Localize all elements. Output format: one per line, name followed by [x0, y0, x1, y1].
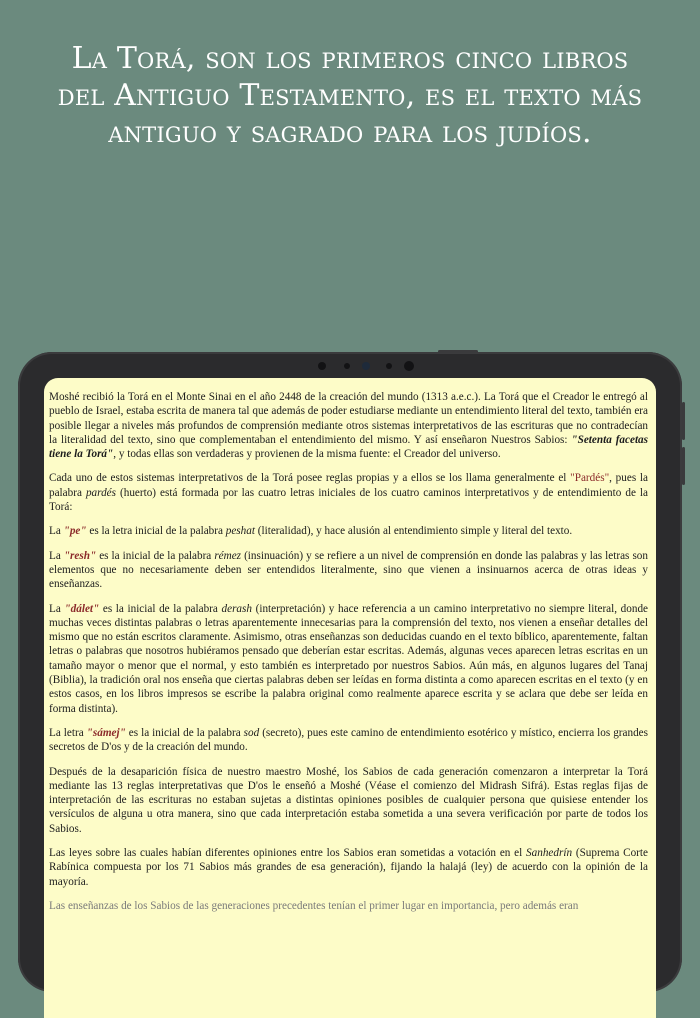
headline — [0, 40, 700, 151]
italic-word: Sanhedrín — [526, 847, 573, 860]
headline-line-2: del Antiguo Testamento, es el texto más — [57, 78, 643, 113]
camera-bar — [318, 359, 418, 373]
italic-word: peshat — [225, 525, 255, 538]
volume-button — [682, 402, 685, 440]
paragraph-6 — [49, 726, 648, 755]
text: Las enseñanzas de los Sabios de las generaciones precedentes tenían el primer lugar en importancia, pero además eran — [49, 899, 579, 912]
text: La — [49, 602, 65, 615]
paragraph-2 — [49, 471, 648, 514]
term-samej: "sámej" — [86, 726, 126, 739]
italic-word: derash — [221, 602, 252, 615]
text: Cada uno de estos sistemas interpretativos de la Torá posee reglas propias y a ellos se los llama generalmente el — [49, 472, 571, 485]
sensor-icon — [404, 361, 414, 371]
text: La — [49, 525, 64, 538]
paragraph-1 — [49, 390, 648, 461]
text: Después de la desaparición física de nuestro maestro Moshé, los Sabios de cada generación comenzaron a interpretar la Torá mediante las 13 reglas interpretativas que D'os le enseñó a Moshé (Véase el comienzo del Midrash Sifrá). Estas reglas fijas de interpretación de las escrituras no estaban sujetas a distintas opiniones posibles de cualquier persona que quisiese entender los versículos de alguna u otra manera, sino que cada interpretación estaba sometida a una severa verificación por parte de todos los Sabios. — [49, 765, 648, 835]
text: es la inicial de la palabra — [125, 726, 244, 739]
italic-word: rémez — [214, 549, 242, 562]
tablet-device — [18, 352, 682, 992]
sensor-icon — [318, 362, 326, 370]
term-pe: "pe" — [63, 525, 87, 538]
text: (insinuación) y se refiere a un nivel de comprensión en donde las palabras y las letras son elementos que no necesariamente deben ser entendidos literalmente, sino que vienen a insinuarnos acerca de otras ideas y enseñanzas. — [49, 549, 648, 591]
headline-line-3: antiguo y sagrado para los judíos. — [108, 115, 592, 150]
headline-line-1: La Torá, son los primeros cinco libros — [71, 41, 629, 76]
volume-button — [682, 447, 685, 485]
paragraph-7 — [49, 765, 648, 836]
text: , pues la palabra — [49, 472, 648, 499]
paragraph-8 — [49, 846, 648, 889]
italic-word: pardés — [85, 486, 116, 499]
paragraph-4 — [49, 549, 648, 592]
document-content — [44, 378, 656, 913]
sensor-icon — [386, 363, 392, 369]
text: (literalidad), y hace alusión al entendimiento simple y literal del texto. — [254, 525, 573, 538]
text: es la inicial de la palabra — [99, 602, 222, 615]
text: La — [49, 549, 64, 562]
italic-word: sod — [243, 726, 260, 739]
text: (interpretación) y hace referencia a un camino interpretativo no siempre literal, donde muchas veces distintas palabras o letras aparentemente innecesarias para la comprensión del texto, nos vienen a enseñar detalles del mismo que no están escritos claramente. Asimismo, otras enseñanzas son deducidas cuando en el texto bíblico, aparentemente, faltan letras o palabras que nosotros hubiéramos pensado que deberían estar escritas. Además, algunas veces aparecen letras escritas en un tamaño mayor o menor que el normal, y esto también es interpretado por nuestros Sabios. Aún más, en algunos lugares del Tanaj (Biblia), la tradición oral nos enseña que ciertas palabras deben ser leídas en forma distinta a como aparecen escritas en el texto (y en estos casos, en los libros impresos se escribe la palabra original como realmente aparece escrita y se aclara que debe ser leída en forma distinta). — [49, 602, 649, 715]
text: Moshé recibió la Torá en el Monte Sinai en el año 2448 de la creación del mundo (1313 a.e.c.). La Torá que el Creador le entregó al pueblo de Israel, estaba escrita de manera tal que además de poder estudiarse mediante un entendimiento literal del texto, también era posible llegar a niveles más profundos de comprensión mediante otros sistemas interpretativos de las escrituras que no contradecían la literalidad del texto, sino que complementaban el entendimiento del mismo. Y así enseñaron Nuestros Sabios: — [49, 391, 648, 446]
text: La letra — [49, 726, 87, 739]
quote: "Setenta facetas tiene la Torá" — [49, 433, 648, 461]
term-pardes: "Pardés" — [570, 472, 610, 485]
camera-icon — [362, 362, 370, 370]
document-screen[interactable] — [44, 378, 656, 1018]
term-resh: "resh" — [63, 549, 97, 562]
paragraph-3 — [49, 524, 648, 538]
text: (Suprema Corte Rabínica compuesta por los 71 Sabios más grandes de esa generación), fijando la halajá (ley) de acuerdo con la opinión de la mayoría. — [49, 847, 648, 888]
text: , y todas ellas son verdaderas y provienen de la misma fuente: el Creador del universo. — [113, 448, 501, 461]
paragraph-9 — [49, 899, 648, 913]
text: (secreto), pues este camino de entendimiento esotérico y místico, encierra los grandes secretos de D'os y de la creación del mundo. — [49, 726, 648, 754]
term-dalet: "dálet" — [64, 602, 100, 615]
paragraph-5 — [49, 602, 648, 716]
text: (huerto) está formada por las cuatro letras iniciales de los cuatro caminos interpretativos y de entendimiento de la Torá: — [49, 486, 648, 514]
text: es la inicial de la palabra — [96, 549, 215, 562]
sensor-icon — [344, 363, 350, 369]
power-button — [438, 350, 478, 353]
text: Las leyes sobre las cuales habían diferentes opiniones entre los Sabios eran sometidas a votación en el — [49, 847, 527, 860]
text: es la letra inicial de la palabra — [86, 525, 226, 538]
